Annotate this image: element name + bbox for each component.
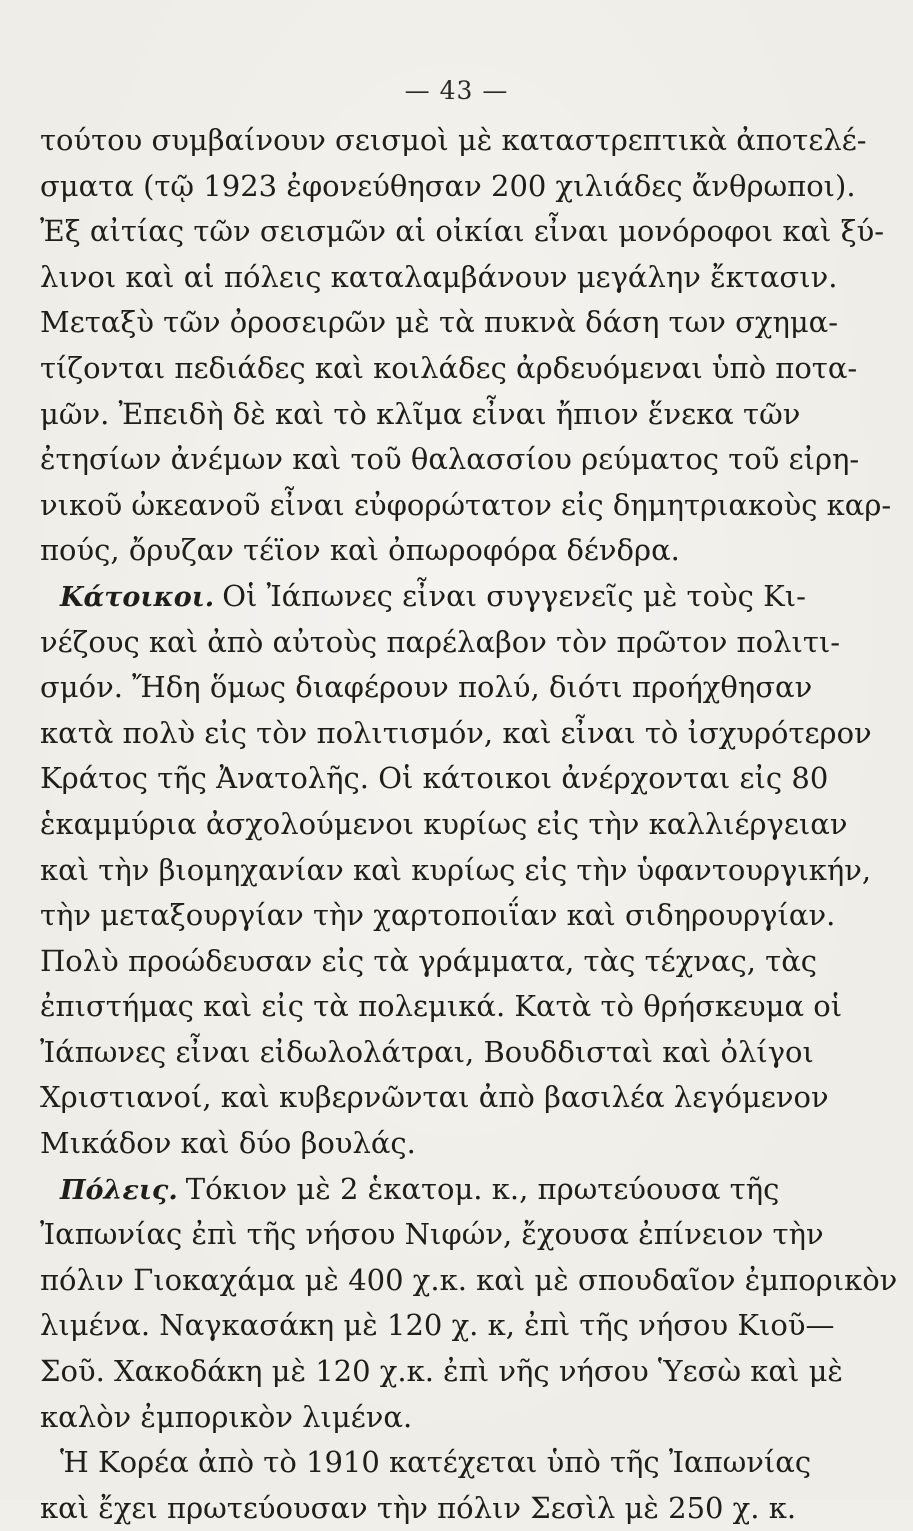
text-line xyxy=(40,711,872,757)
text-line xyxy=(40,255,838,301)
line-text: ἐτησίων ἀνέμων καὶ τοῦ θαλασσίου ρεύματος τοῦ εἰρη- xyxy=(40,442,860,477)
line-text: Ἡ Κορέα ἀπὸ τὸ 1910 κατέχεται ὑπὸ τῆς Ἰαπωνίας xyxy=(60,1445,812,1480)
text-line xyxy=(40,346,858,392)
line-text: Οἱ Ἰάπωνες εἶναι συγγενεῖς μὲ τοὺς Κι- xyxy=(222,578,806,613)
text-line xyxy=(40,1303,835,1349)
text-line xyxy=(40,483,892,529)
text-line xyxy=(40,1486,797,1531)
line-text: Τόκιον μὲ 2 ἑκατομ. κ., πρωτεύουσα τῆς xyxy=(185,1171,780,1206)
text-line xyxy=(40,118,867,164)
text-line xyxy=(40,392,801,438)
section-heading: Κάτοικοι. xyxy=(60,581,215,613)
text-line xyxy=(40,893,836,939)
text-line xyxy=(40,1440,812,1486)
line-text: Χριστιανοί, καὶ κυβερνῶνται ἀπὸ βασιλέα λεγόμενον xyxy=(40,1080,829,1115)
line-text: τὴν μεταξουργίαν τὴν χαρτοποιΐαν καὶ σιδηρουργίαν. xyxy=(40,898,836,933)
body-text xyxy=(40,118,898,1531)
text-line xyxy=(40,665,813,711)
line-text: λιμένα. Ναγκασάκη μὲ 120 χ. κ, ἐπὶ τῆς νήσου Κιοῦ— xyxy=(40,1308,835,1343)
line-text: Κράτος τῆς Ἀνατολῆς. Οἱ κάτοικοι ἀνέρχονται εἰς 80 xyxy=(40,761,829,796)
text-line xyxy=(40,528,760,574)
text-line xyxy=(40,620,841,666)
line-text: σμόν. Ἤδη ὅμως διαφέρουν πολύ, διότι προήχθησαν xyxy=(40,670,813,705)
line-text: πούς, ὄρυζαν τέϊον καὶ ὀπωροφόρα δένδρα. xyxy=(40,533,680,568)
text-line xyxy=(40,1030,814,1076)
text-line xyxy=(40,984,843,1030)
page-number: — 43 — xyxy=(404,76,509,105)
line-text: λινοι καὶ αἱ πόλεις καταλαμβάνουν μεγάλην ἔκτασιν. xyxy=(40,259,838,294)
line-text: Πολὺ προώδευσαν εἰς τὰ γράμματα, τὰς τέχνας, τὰς xyxy=(40,943,818,978)
line-text: σματα (τῷ 1923 ἐφονεύθησαν 200 χιλιάδες ἄνθρωποι). xyxy=(40,168,856,203)
line-text: νικοῦ ὠκεανοῦ εἶναι εὐφορώτατον εἰς δημητριακοὺς καρ- xyxy=(40,487,892,522)
line-text: καὶ τὴν βιομηχανίαν καὶ κυρίως εἰς τὴν ὑφαντουργικήν, xyxy=(40,852,872,887)
text-line xyxy=(40,1121,760,1167)
line-text: τούτου συμβαίνουν σεισμοὶ μὲ καταστρεπτικὰ ἀποτελέ- xyxy=(40,123,867,157)
text-line xyxy=(40,209,885,255)
text-line xyxy=(40,1075,829,1121)
line-text: νέζους καὶ ἀπὸ αὐτοὺς παρέλαβον τὸν πρῶτον πολιτι- xyxy=(40,624,841,659)
line-text: Ἰάπωνες εἶναι εἰδωλολάτραι, Βουδδισταὶ καὶ ὀλίγοι xyxy=(40,1034,814,1069)
text-line xyxy=(40,164,856,210)
text-line xyxy=(40,848,872,894)
text-line xyxy=(40,1167,780,1213)
line-text: Μικάδον καὶ δύο βουλάς. xyxy=(40,1126,416,1161)
line-text: τίζονται πεδιάδες καὶ κοιλάδες ἀρδευόμεναι ὑπὸ ποτα- xyxy=(40,350,858,385)
text-line xyxy=(40,1395,760,1441)
line-text: μῶν. Ἐπειδὴ δὲ καὶ τὸ κλῖμα εἶναι ἤπιον ἕνεκα τῶν xyxy=(40,396,801,431)
line-text: Ἰαπωνίας ἐπὶ τῆς νήσου Νιφών, ἔχουσα ἐπίνειον τὴν xyxy=(40,1217,824,1252)
text-line xyxy=(40,939,818,985)
text-line xyxy=(40,437,860,483)
text-line xyxy=(40,300,839,346)
text-line xyxy=(40,756,829,802)
line-text: καλὸν ἐμπορικὸν λιμένα. xyxy=(40,1399,413,1434)
section-heading: Πόλεις. xyxy=(60,1174,178,1206)
line-text: Σοῦ. Χακοδάκη μὲ 120 χ.κ. ἐπὶ νῆς νήσου Ὑεσὼ καὶ μὲ xyxy=(40,1354,843,1389)
line-text: καὶ ἔχει πρωτεύουσαν τὴν πόλιν Σεσὶλ μὲ 250 χ. κ. xyxy=(40,1490,797,1525)
text-line xyxy=(40,1212,824,1258)
line-text: ἐπιστήμας καὶ εἰς τὰ πολεμικά. Κατὰ τὸ θρήσκευμα οἱ xyxy=(40,989,843,1024)
text-line xyxy=(40,802,848,848)
line-text: Μεταξὺ τῶν ὀροσειρῶν μὲ τὰ πυκνὰ δάση των σχημα- xyxy=(40,305,839,340)
line-text: ἑκαμμύρια ἀσχολούμενοι κυρίως εἰς τὴν καλλιέργειαν xyxy=(40,806,848,841)
text-line xyxy=(40,574,806,620)
text-line xyxy=(40,1258,898,1304)
text-line xyxy=(40,1349,843,1395)
line-text: κατὰ πολὺ εἰς τὸν πολιτισμόν, καὶ εἶναι τὸ ἰσχυρότερον xyxy=(40,715,872,750)
line-text: Ἐξ αἰτίας τῶν σεισμῶν αἱ οἰκίαι εἶναι μονόροφοι καὶ ξύ- xyxy=(40,214,885,249)
line-text: πόλιν Γιοκαχάμα μὲ 400 χ.κ. καὶ μὲ σπουδαῖον ἐμπορικὸν xyxy=(40,1262,898,1297)
